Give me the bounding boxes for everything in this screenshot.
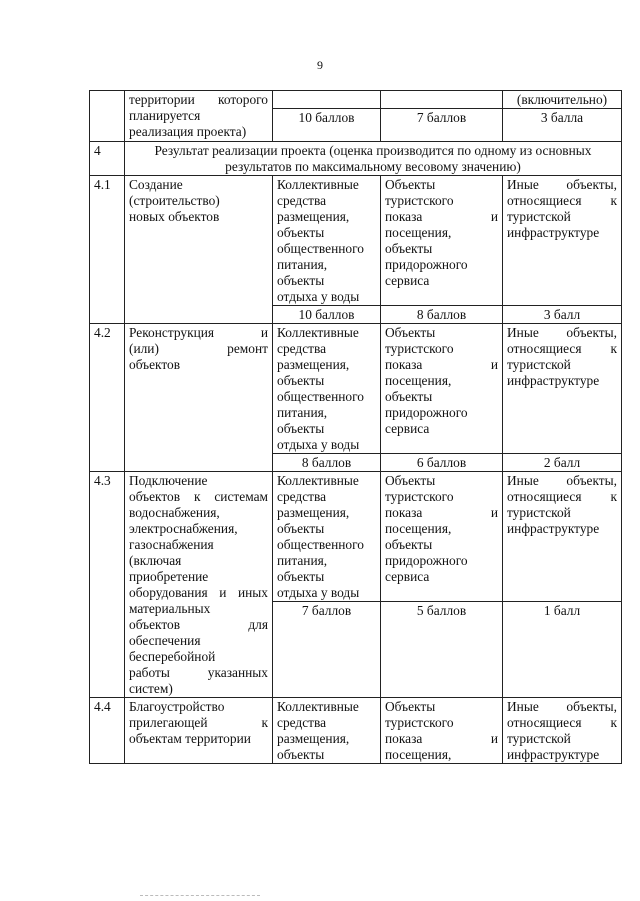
category-cell: Коллективные средства размещения, объекты общественного питания, объекты отдыха у воды	[273, 324, 381, 454]
table-row	[90, 472, 622, 602]
score-cell: 8 баллов	[381, 306, 503, 324]
score-cell: 2 балл	[503, 454, 622, 472]
score-cell: 7 баллов	[273, 602, 381, 698]
table-row	[90, 91, 622, 109]
score-cell: 10 баллов	[273, 306, 381, 324]
category-cell: Объекты туристского показа и посещения, объекты придорожного сервиса	[381, 324, 503, 454]
criterion-description-cell: территории которого планируется реализация проекта)	[125, 91, 273, 142]
row-number: 4.1	[90, 176, 125, 324]
empty-cell	[273, 91, 381, 109]
row-number: 4.3	[90, 472, 125, 698]
score-cell: 6 баллов	[381, 454, 503, 472]
criterion-description-cell: Благоустройство прилегающей к объектам территории	[125, 698, 273, 764]
criteria-table	[89, 90, 622, 764]
table-row	[90, 698, 622, 764]
criterion-description-cell: Подключение объектов к системам водоснабжения, электроснабжения, газоснабжения (включая приобретение оборудования и иных материальных объектов для обеспечения бесперебойной работы указанных систем)	[125, 472, 273, 698]
category-cell: Иные объекты, относящиеся к туристской инфраструктуре	[503, 324, 622, 454]
score-cell: 10 баллов	[273, 109, 381, 142]
criterion-description-cell: Создание (строительство) новых объектов	[125, 176, 273, 324]
row-number: 4.4	[90, 698, 125, 764]
page-number: 9	[317, 58, 323, 72]
score-cell: 5 баллов	[381, 602, 503, 698]
criterion-option-cell: (включительно)	[503, 91, 622, 109]
category-cell: Коллективные средства размещения, объекты общественного питания, объекты отдыха у воды	[273, 176, 381, 306]
score-cell: 1 балл	[503, 602, 622, 698]
category-cell: Иные объекты, относящиеся к туристской инфраструктуре	[503, 472, 622, 602]
score-cell: 7 баллов	[381, 109, 503, 142]
section-number: 4	[90, 142, 125, 176]
score-cell: 3 балл	[503, 306, 622, 324]
row-number-cell	[90, 91, 125, 142]
category-cell: Иные объекты, относящиеся к туристской инфраструктуре	[503, 698, 622, 764]
row-number: 4.2	[90, 324, 125, 472]
section-title: Результат реализации проекта (оценка производится по одному из основных результатов по максимальному весовому значению)	[125, 142, 622, 176]
table-row	[90, 176, 622, 306]
category-cell: Объекты туристского показа и посещения, объекты придорожного сервиса	[381, 472, 503, 602]
criterion-description-cell: Реконструкция и (или) ремонт объектов	[125, 324, 273, 472]
score-cell: 3 балла	[503, 109, 622, 142]
category-cell: Коллективные средства размещения, объекты общественного питания, объекты отдыха у воды	[273, 472, 381, 602]
table-row	[90, 324, 622, 454]
category-cell: Объекты туристского показа и посещения,	[381, 698, 503, 764]
score-cell: 8 баллов	[273, 454, 381, 472]
empty-cell	[381, 91, 503, 109]
section-header-row	[90, 142, 622, 176]
category-cell: Иные объекты, относящиеся к туристской инфраструктуре	[503, 176, 622, 306]
category-cell: Коллективные средства размещения, объекты	[273, 698, 381, 764]
scan-artifact-line	[140, 895, 260, 897]
category-cell: Объекты туристского показа и посещения, объекты придорожного сервиса	[381, 176, 503, 306]
